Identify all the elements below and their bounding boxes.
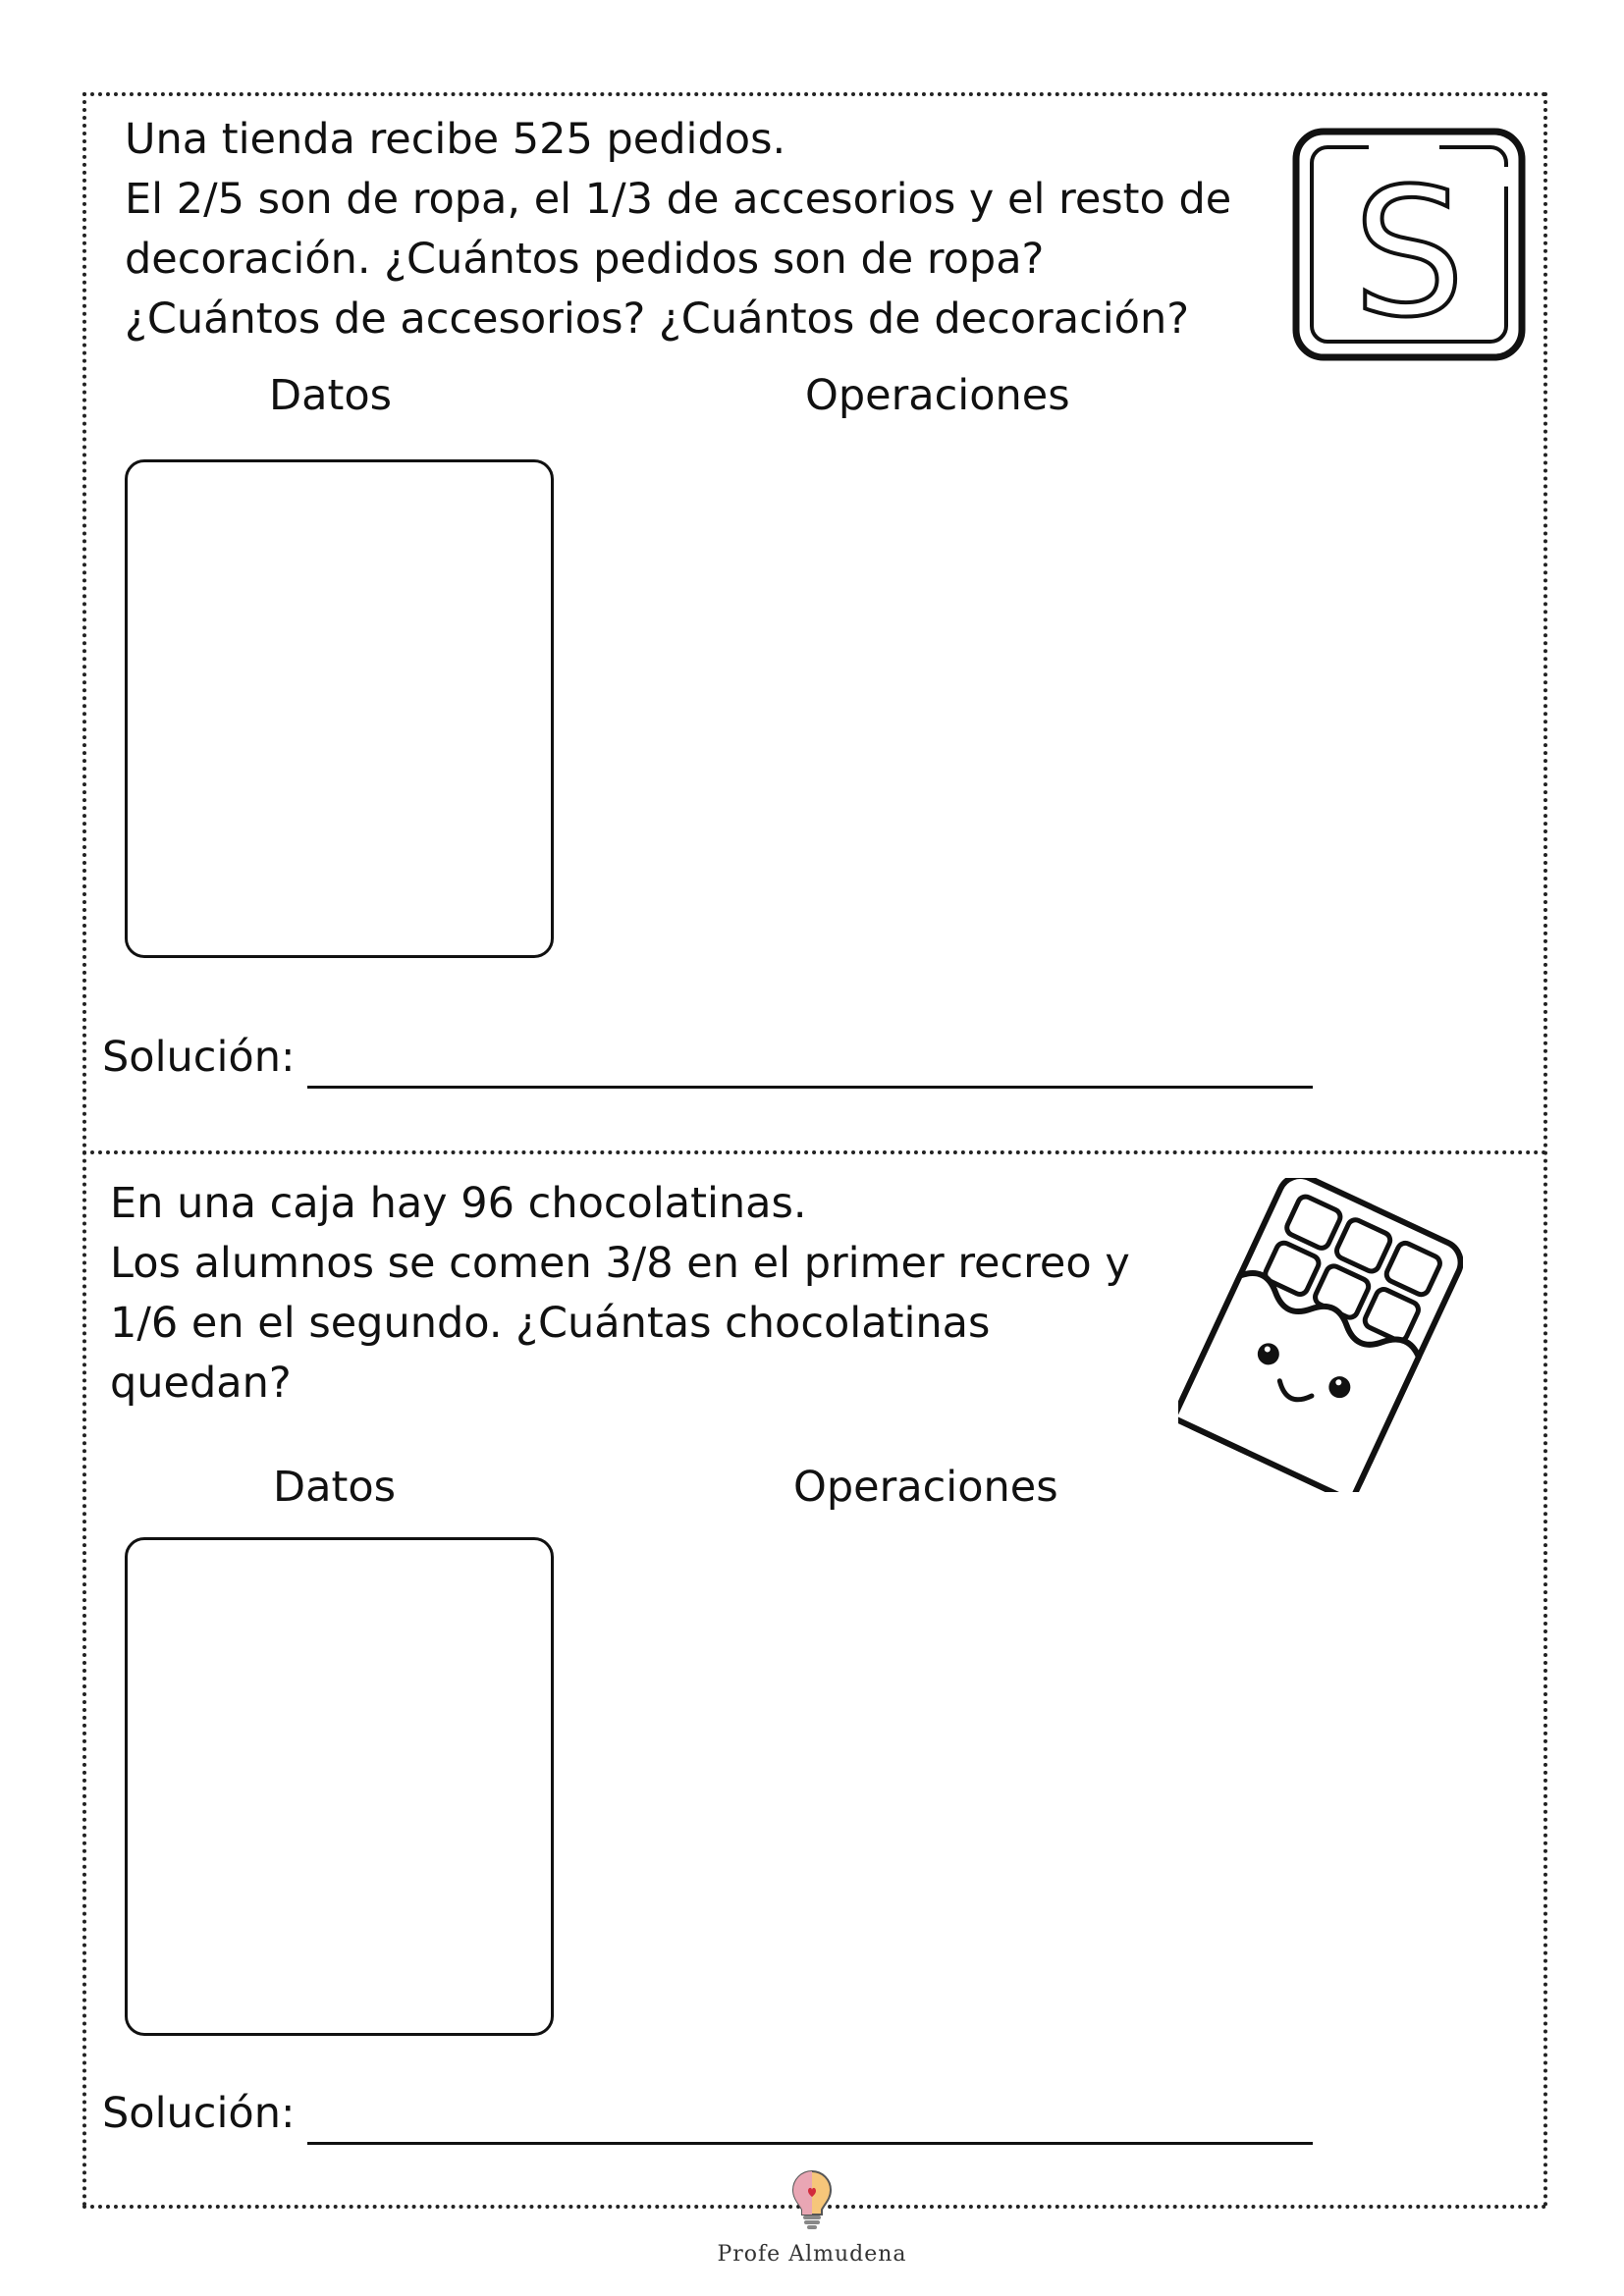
solution-line[interactable]: [307, 2142, 1313, 2145]
author-credit: Profe Almudena: [717, 2242, 907, 2267]
datos-label: Datos: [273, 1463, 397, 1512]
solution-label: Solución:: [102, 2089, 296, 2138]
problem-1-text: Una tienda recibe 525 pedidos. El 2/5 son de ropa, el 1/3 de accesorios y el resto de decoración. ¿Cuántos pedidos son de ropa? ¿Cuántos de accesorios? ¿Cuántos de decoración?: [125, 115, 1232, 344]
problem-divider: [82, 1150, 1547, 1154]
problem-2-text: En una caja hay 96 chocolatinas. Los alumnos se comen 3/8 en el primer recreo y 1/6 en el segundo. ¿Cuántas chocolatinas quedan?: [110, 1179, 1130, 1408]
datos-box[interactable]: [125, 1537, 554, 2036]
datos-box[interactable]: [125, 459, 554, 958]
lightbulb-brain-logo: [791, 2169, 833, 2230]
operaciones-label: Operaciones: [793, 1463, 1058, 1512]
datos-label: Datos: [269, 371, 393, 420]
operaciones-label: Operaciones: [805, 371, 1070, 420]
chocolate-bar-icon: [1178, 1178, 1463, 1492]
solution-line[interactable]: [307, 1086, 1313, 1089]
solution-label: Solución:: [102, 1033, 296, 1082]
svg-text:S: S: [1352, 151, 1466, 356]
letter-s-icon: [1292, 128, 1526, 361]
